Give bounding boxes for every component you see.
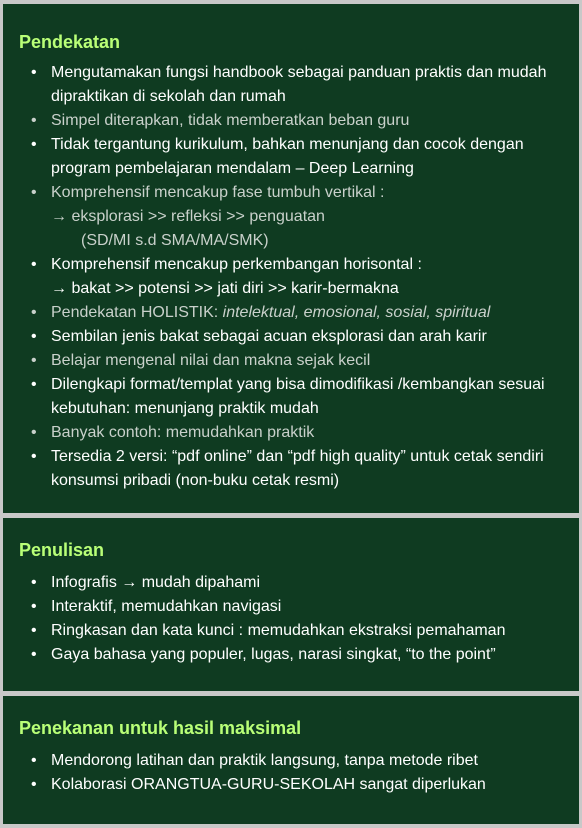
list-item-italic-text: intelektual, emosional, sosial, spiritual — [222, 304, 491, 321]
list-item — [19, 253, 561, 301]
list-item — [19, 109, 561, 133]
bullet-icon: • — [31, 646, 37, 663]
list-item-text: Simpel diterapkan, tidak memberatkan beban guru — [51, 112, 410, 129]
list-item-subline: → eksplorasi >> refleksi >> penguatan — [51, 208, 325, 225]
bullet-icon: • — [31, 424, 37, 441]
bullet-icon: • — [31, 136, 37, 153]
section-heading: Penulisan — [19, 540, 105, 560]
list-item-text: Tersedia 2 versi: “pdf online” dan “pdf high quality” untuk cetak sendiri konsumsi pribadi (non-buku cetak resmi) — [51, 448, 544, 489]
bullet-list — [19, 571, 561, 667]
list-item — [19, 325, 561, 349]
bullet-list — [19, 61, 561, 493]
bullet-icon: • — [31, 184, 37, 201]
list-item-text: Infografis → mudah dipahami — [51, 574, 260, 591]
list-item-text: Mendorong latihan dan praktik langsung, tanpa metode ribet — [51, 752, 478, 769]
list-item — [19, 619, 561, 643]
list-item — [19, 61, 561, 109]
bullet-icon: • — [31, 304, 37, 321]
bullet-icon: • — [31, 376, 37, 393]
list-item-text: Kolaborasi ORANGTUA-GURU-SEKOLAH sangat diperlukan — [51, 776, 486, 793]
list-item — [19, 301, 561, 325]
list-item — [19, 749, 561, 773]
bullet-icon: • — [31, 112, 37, 129]
list-item — [19, 421, 561, 445]
list-item-text: Ringkasan dan kata kunci : memudahkan ekstraksi pemahaman — [51, 622, 506, 639]
list-item-text: Dilengkapi format/templat yang bisa dimodifikasi /kembangkan sesuai kebutuhan: menunjang praktik mudah — [51, 376, 545, 417]
list-item-text: Gaya bahasa yang populer, lugas, narasi singkat, “to the point” — [51, 646, 496, 663]
bullet-icon: • — [31, 256, 37, 273]
list-item — [19, 181, 561, 253]
section-penekanan — [3, 696, 579, 824]
bullet-icon: • — [31, 598, 37, 615]
list-item-text: Belajar mengenal nilai dan makna sejak kecil — [51, 352, 371, 369]
list-item-subline: (SD/MI s.d SMA/MA/SMK) — [81, 232, 269, 249]
list-item — [19, 373, 561, 421]
section-heading: Penekanan untuk hasil maksimal — [19, 718, 302, 738]
bullet-list — [19, 749, 561, 797]
section-pendekatan — [3, 4, 579, 513]
list-item-text: Komprehensif mencakup fase tumbuh vertikal : — [51, 184, 385, 201]
bullet-icon: • — [31, 328, 37, 345]
section-penulisan — [3, 518, 579, 691]
bullet-icon: • — [31, 448, 37, 465]
list-item — [19, 643, 561, 667]
list-item-text: Komprehensif mencakup perkembangan horisontal : — [51, 256, 422, 273]
bullet-icon: • — [31, 64, 37, 81]
bullet-icon: • — [31, 752, 37, 769]
list-item-text: Pendekatan HOLISTIK: — [51, 304, 223, 321]
bullet-icon: • — [31, 776, 37, 793]
bullet-icon: • — [31, 352, 37, 369]
list-item — [19, 571, 561, 595]
list-item-text: Mengutamakan fungsi handbook sebagai panduan praktis dan mudah dipraktikan di sekolah dan rumah — [51, 64, 547, 105]
bullet-icon: • — [31, 574, 37, 591]
list-item — [19, 595, 561, 619]
section-heading: Pendekatan — [19, 32, 121, 52]
list-item — [19, 445, 561, 493]
list-item-text: Interaktif, memudahkan navigasi — [51, 598, 282, 615]
list-item-text: Sembilan jenis bakat sebagai acuan eksplorasi dan arah karir — [51, 328, 487, 345]
list-item — [19, 773, 561, 797]
list-item-subline: → bakat >> potensi >> jati diri >> karir-bermakna — [51, 280, 399, 297]
bullet-icon: • — [31, 622, 37, 639]
list-item — [19, 349, 561, 373]
list-item-text: Banyak contoh: memudahkan praktik — [51, 424, 315, 441]
list-item-text: Tidak tergantung kurikulum, bahkan menunjang dan cocok dengan program pembelajaran mendalam – Deep Learning — [51, 136, 524, 177]
list-item — [19, 133, 561, 181]
